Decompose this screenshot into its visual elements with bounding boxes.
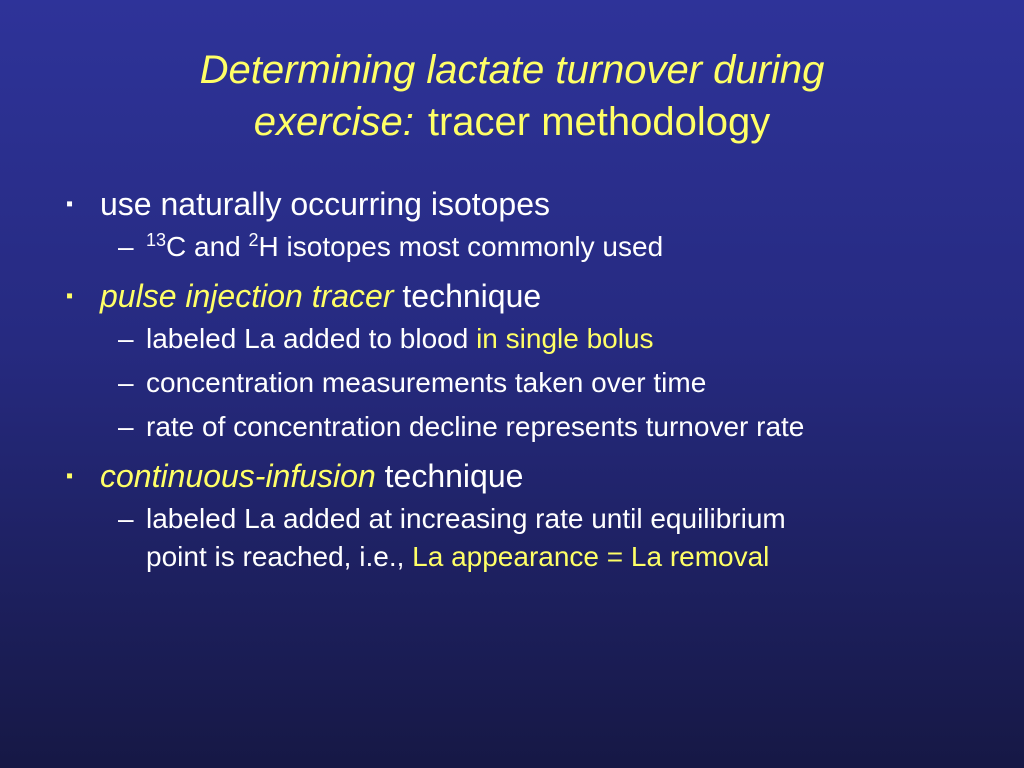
slide-content — [66, 180, 986, 582]
isotope-text-2: H isotopes most commonly used — [258, 231, 664, 262]
superscript-13: 13 — [146, 230, 167, 250]
superscript-2: 2 — [248, 230, 259, 250]
appearance-removal-highlight: La appearance = La removal — [412, 541, 770, 572]
title-line-2 — [0, 96, 1024, 148]
dash-icon: – — [118, 411, 134, 442]
continuous-infusion-highlight: continuous-infusion — [100, 458, 376, 494]
dash-icon: – — [118, 503, 134, 534]
equilibrium-line-2-text: point is reached, i.e., — [146, 541, 413, 572]
square-bullet-icon: ▪ — [66, 465, 74, 487]
bullet-isotopes-text: use naturally occurring isotopes — [100, 186, 551, 222]
isotope-line — [146, 231, 663, 262]
single-bolus-highlight: in single bolus — [476, 323, 654, 354]
sub-bullet-isotopes-used — [118, 228, 986, 266]
bullet-continuous-infusion — [66, 452, 986, 500]
title-italic-line2: exercise: — [253, 100, 414, 144]
concentration-decline-text: rate of concentration decline represents turnover rate — [146, 411, 805, 442]
bullet-isotopes — [66, 180, 986, 228]
pulse-injection-rest: technique — [393, 278, 542, 314]
title-normal-part: tracer methodology — [427, 100, 771, 144]
slide-title — [0, 44, 1024, 148]
dash-icon: – — [118, 367, 134, 398]
square-bullet-icon: ▪ — [66, 285, 74, 307]
square-bullet-icon: ▪ — [66, 193, 74, 215]
sub-bullet-equilibrium — [118, 500, 986, 576]
dash-icon: – — [118, 231, 134, 262]
sub-bullet-concentration-measurements — [118, 364, 986, 402]
equilibrium-line-2 — [146, 538, 986, 576]
continuous-infusion-rest: technique — [375, 458, 524, 494]
dash-icon: – — [118, 323, 134, 354]
isotope-text-1: C and — [166, 231, 249, 262]
pulse-injection-highlight: pulse injection tracer — [100, 278, 394, 314]
sub-bullet-concentration-decline — [118, 408, 986, 446]
equilibrium-line-1: labeled La added at increasing rate until equilibrium — [146, 503, 786, 534]
labeled-la-bolus-text: labeled La added to blood — [146, 323, 477, 354]
concentration-measurements-text: concentration measurements taken over time — [146, 367, 707, 398]
title-italic-line1: Determining lactate turnover during — [199, 48, 825, 92]
sub-bullet-labeled-la-bolus — [118, 320, 986, 358]
bullet-pulse-injection — [66, 272, 986, 320]
title-line-1 — [0, 44, 1024, 96]
